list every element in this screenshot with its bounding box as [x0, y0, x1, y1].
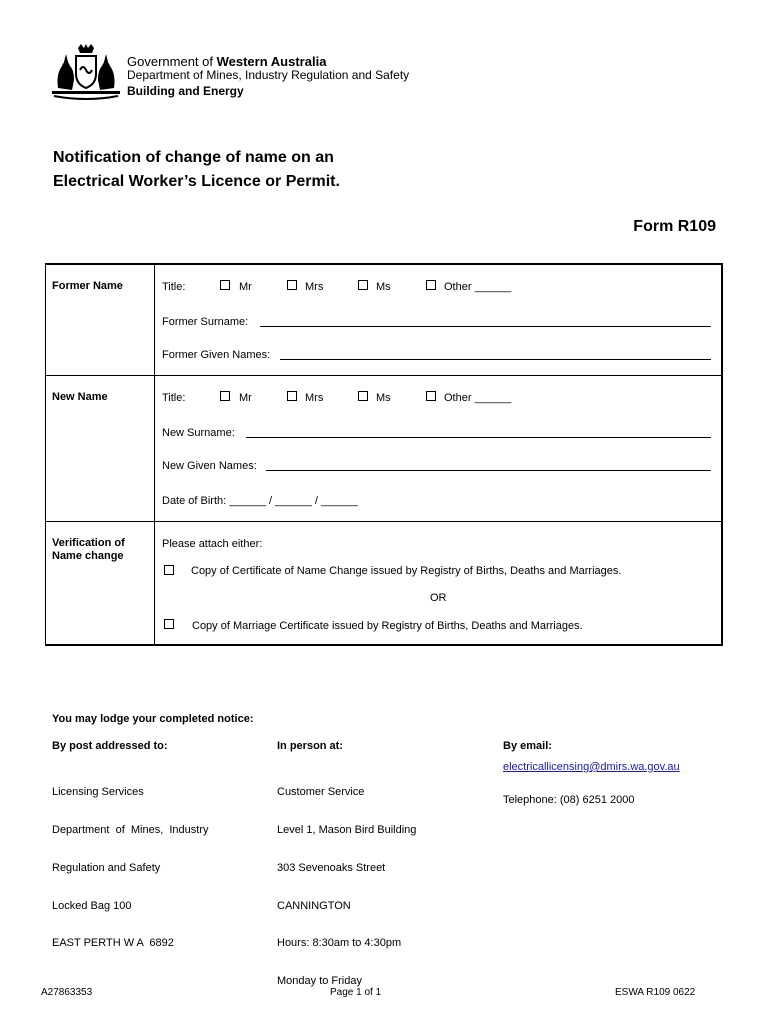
former-surname-label: Former Surname:	[162, 316, 249, 328]
post-address: Licensing Services Department of Mines, Industry Regulation and Safety Locked Bag 100 EAST PERTH W A 6892	[52, 786, 209, 950]
wa-coat-of-arms-icon	[50, 44, 122, 100]
new-given-names-field[interactable]	[266, 470, 711, 471]
government-name: Government of Western Australia	[127, 54, 327, 69]
lodge-heading: You may lodge your completed notice:	[52, 713, 254, 725]
in-person-heading: In person at:	[277, 740, 344, 752]
former-given-names-label: Former Given Names:	[162, 349, 271, 361]
new-title-mr-label: Mr	[239, 392, 252, 404]
new-title-mr-checkbox[interactable]	[220, 391, 230, 401]
marriage-certificate-label: Copy of Marriage Certificate issued by Registry of Births, Deaths and Marriages.	[192, 620, 583, 632]
former-name-label: Former Name	[52, 280, 123, 292]
document-id: A27863353	[41, 987, 93, 998]
row-divider	[45, 375, 723, 376]
former-surname-field[interactable]	[260, 326, 711, 327]
former-title-mrs-label: Mrs	[305, 281, 324, 293]
new-title-ms-label: Ms	[376, 392, 391, 404]
form-code: Form R109	[633, 218, 716, 235]
former-title-mr-label: Mr	[239, 281, 252, 293]
or-text: OR	[430, 592, 447, 604]
former-title-ms-label: Ms	[376, 281, 391, 293]
division-name: Building and Energy	[127, 84, 244, 98]
name-change-certificate-checkbox[interactable]	[164, 565, 174, 575]
document-title: Notification of change of name on an Electrical Worker’s Licence or Permit.	[53, 149, 340, 190]
department-name: Department of Mines, Industry Regulation and Safety	[127, 68, 410, 82]
column-divider	[154, 264, 155, 645]
new-title-mrs-checkbox[interactable]	[287, 391, 297, 401]
new-title-label: Title:	[162, 392, 186, 404]
new-title-other-checkbox[interactable]	[426, 391, 436, 401]
new-title-ms-checkbox[interactable]	[358, 391, 368, 401]
former-title-other-checkbox[interactable]	[426, 280, 436, 290]
form-reference: ESWA R109 0622	[615, 987, 696, 998]
new-title-other-label: Other ______	[444, 392, 512, 404]
name-change-certificate-label: Copy of Certificate of Name Change issued by Registry of Births, Deaths and Marriages.	[191, 565, 622, 577]
date-of-birth-field[interactable]: Date of Birth: ______ / ______ / ______	[162, 495, 358, 507]
new-surname-label: New Surname:	[162, 427, 235, 439]
page-number: Page 1 of 1	[330, 987, 382, 998]
post-heading: By post addressed to:	[52, 740, 168, 752]
former-title-ms-checkbox[interactable]	[358, 280, 368, 290]
new-surname-field[interactable]	[246, 437, 711, 438]
email-link[interactable]: electricallicensing@dmirs.wa.gov.au	[503, 761, 680, 773]
former-title-mrs-checkbox[interactable]	[287, 280, 297, 290]
attach-intro-text: Please attach either:	[162, 538, 263, 550]
new-title-mrs-label: Mrs	[305, 392, 324, 404]
former-given-names-field[interactable]	[280, 359, 711, 360]
new-name-label: New Name	[52, 391, 108, 403]
form-table	[45, 263, 723, 646]
former-title-other-label: Other ______	[444, 281, 512, 293]
verification-label: Verification of Name change	[52, 537, 125, 562]
in-person-address: Customer Service Level 1, Mason Bird Building 303 Sevenoaks Street CANNINGTON Hours: 8:30am to 4:30pm Monday to Friday	[277, 786, 417, 988]
marriage-certificate-checkbox[interactable]	[164, 619, 174, 629]
telephone-text: Telephone: (08) 6251 2000	[503, 794, 635, 806]
former-title-label: Title:	[162, 281, 186, 293]
former-title-mr-checkbox[interactable]	[220, 280, 230, 290]
row-divider	[45, 521, 723, 522]
email-heading: By email:	[503, 740, 552, 752]
new-given-names-label: New Given Names:	[162, 460, 257, 472]
